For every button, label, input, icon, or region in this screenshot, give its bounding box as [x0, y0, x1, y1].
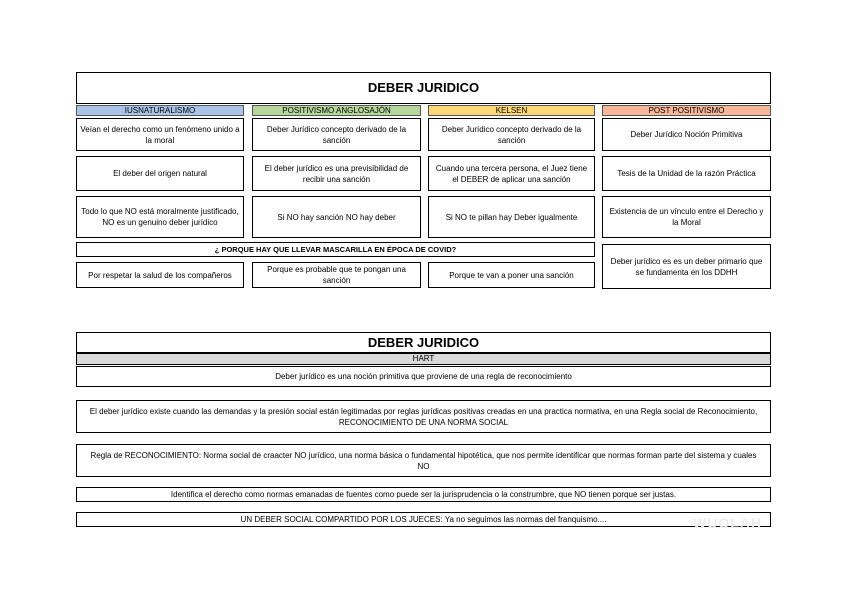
post-positivismo-final: Deber jurídico es es un deber primario que se fundamenta en los DDHH [602, 244, 771, 289]
section1-title: DEBER JURIDICO [76, 72, 771, 104]
hart-line-5: UN DEBER SOCIAL COMPARTIDO POR LOS JUECES: Ya no seguimos las normas del franquismo.... [76, 512, 771, 527]
cell-r1-positivismo: Deber Jurídico concepto derivado de la sanción [252, 118, 421, 151]
column-header-post-positivismo: POST POSITIVISMO [602, 105, 771, 116]
cell-r1-iusnaturalismo: Veían el derecho como un fenómeno unido a la moral [76, 118, 244, 151]
watermark-logo: WUOLAH [693, 515, 762, 531]
cell-r2-positivismo: El deber jurídico es una previsibilidad de recibir una sanción [252, 156, 421, 191]
hart-line-4: Identifica el derecho como normas emanadas de fuentes como puede ser la jurisprudencia o la construmbre, que NO tienen porque ser justas. [76, 487, 771, 502]
section2-subtitle-hart: HART [76, 353, 771, 365]
answer-kelsen: Porque te van a poner una sanción [428, 262, 595, 288]
covid-question: ¿ PORQUE HAY QUE LLEVAR MASCARILLA EN ÉPOCA DE COVID? [76, 242, 595, 257]
cell-r3-kelsen: Si NO te pillan hay Deber igualmente [428, 196, 595, 238]
cell-r1-kelsen: Deber Jurídico concepto derivado de la sanción [428, 118, 595, 151]
section2-title: DEBER JURIDICO [76, 332, 771, 353]
hart-line-3: Regla de RECONOCIMIENTO: Norma social de craacter NO jurídico, una norma básica o fundamental hipotética, que nos permite identificar que normas forman parte del sistema y cuales NO [76, 444, 771, 477]
cell-r3-positivismo: Si NO hay sanción NO hay deber [252, 196, 421, 238]
hart-line-2: El deber jurídico existe cuando las demandas y la presión social están legitimadas por reglas jurídicas positivas creadas en una practica normativa, en una Regla social de Reconocimiento, RECONOCIMIENTO DE UNA NORMA SOCIAL [76, 400, 771, 433]
hart-line-1: Deber jurídico es una noción primitiva que proviene de una regla de reconocimiento [76, 366, 771, 387]
column-header-iusnaturalismo: IUSNATURALISMO [76, 105, 244, 116]
column-header-kelsen: KELSEN [428, 105, 595, 116]
cell-r1-post-positivismo: Deber Jurídico Noción Primitiva [602, 118, 771, 151]
cell-r2-post-positivismo: Tesis de la Unidad de la razón Práctica [602, 156, 771, 191]
answer-positivismo: Porque es probable que te pongan una sanción [252, 262, 421, 288]
answer-iusnaturalismo: Por respetar la salud de los compañeros [76, 262, 244, 288]
column-header-positivismo: POSITIVISMO ANGLOSAJÓN [252, 105, 421, 116]
cell-r3-post-positivismo: Existencia de un vínculo entre el Derecho y la Moral [602, 196, 771, 238]
cell-r2-kelsen: Cuando una tercera persona, el Juez tiene el DEBER de aplicar una sanción [428, 156, 595, 191]
cell-r2-iusnaturalismo: El deber del origen natural [76, 156, 244, 191]
cell-r3-iusnaturalismo: Todo lo que NO está moralmente justificado, NO es un genuino deber jurídico [76, 196, 244, 238]
